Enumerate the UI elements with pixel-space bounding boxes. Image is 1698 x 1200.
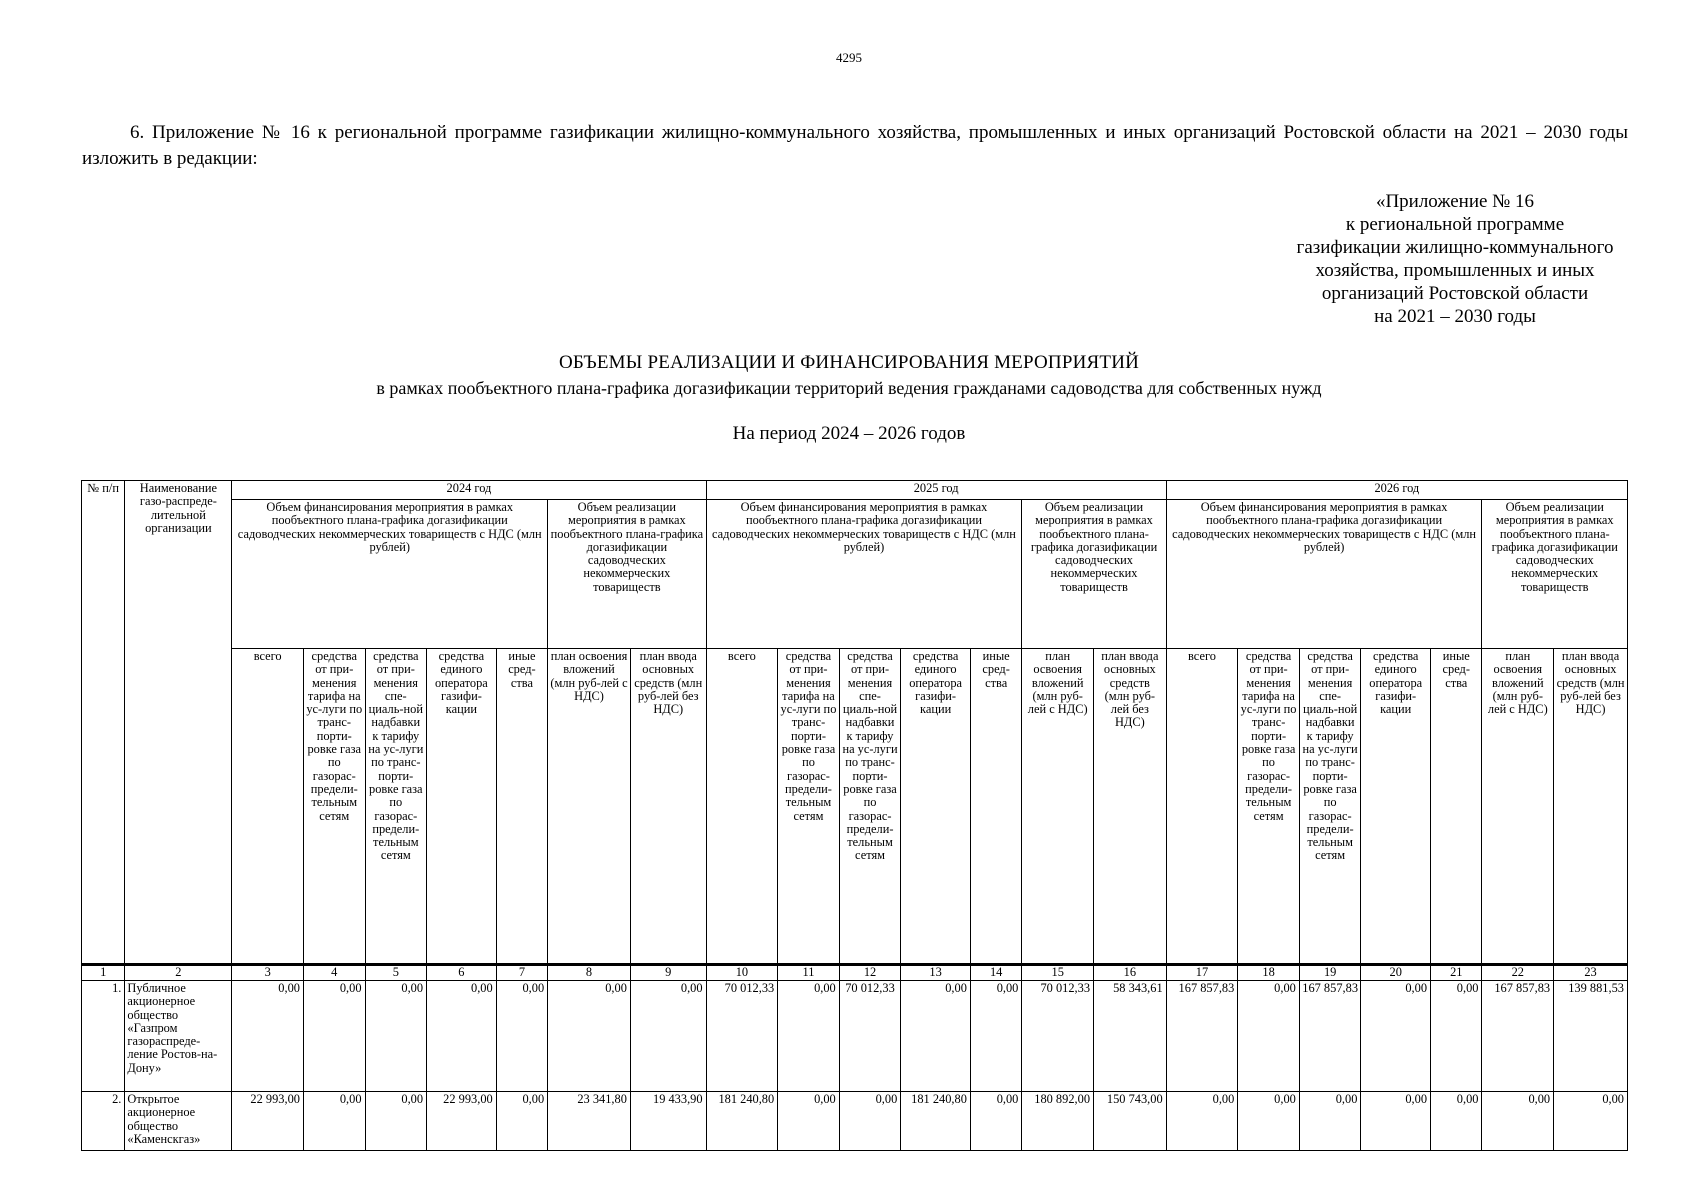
header-year-2024: 2024 год	[232, 481, 706, 500]
column-number: 12	[839, 965, 901, 981]
column-number: 4	[303, 965, 365, 981]
header-finance-2026: Объем финансирования мероприятия в рамках пообъектного плана-графика догазификации садоводческих некоммерческих товариществ с НДС (млн рублей)	[1166, 500, 1482, 649]
header-year-2025: 2025 год	[706, 481, 1166, 500]
cell-value: 0,00	[1431, 1092, 1482, 1151]
column-number: 3	[232, 965, 304, 981]
header-realization-2025: Объем реализации мероприятия в рамках пообъектного плана-графика догазификации садоводческих некоммерческих товариществ	[1022, 500, 1166, 649]
financing-table	[81, 480, 1628, 1151]
column-number: 1	[82, 965, 125, 981]
cell-value: 0,00	[303, 1092, 365, 1151]
table-row	[82, 1092, 1628, 1151]
header-plan-assets: план ввода основных средств (млн руб-лей без НДС)	[1554, 649, 1628, 965]
cell-value: 0,00	[232, 981, 304, 1092]
header-plan-invest: план освоения вложений (млн руб-лей с НДС)	[1022, 649, 1094, 965]
cell-value: 0,00	[1361, 981, 1431, 1092]
header-other: иные сред-ства	[970, 649, 1021, 965]
cell-value: 22 993,00	[232, 1092, 304, 1151]
header-realization-2026: Объем реализации мероприятия в рамках пообъектного плана-графика догазификации садоводческих некоммерческих товариществ	[1482, 500, 1628, 649]
header-operator: средства единого оператора газифи-кации	[901, 649, 971, 965]
cell-value: 19 433,90	[630, 1092, 706, 1151]
appendix-line: «Приложение № 16	[1375, 191, 1535, 212]
header-realization-2024: Объем реализации мероприятия в рамках пообъектного плана-графика догазификации садоводческих некоммерческих товариществ	[548, 500, 706, 649]
cell-value: 58 343,61	[1094, 981, 1167, 1092]
column-number: 19	[1299, 965, 1361, 981]
header-tariff: средства от при-менения тарифа на ус-луги по транс-порти-ровке газа по газорас-предели-тельным сетям	[778, 649, 840, 965]
cell-value: 0,00	[548, 981, 631, 1092]
cell-value: 70 012,33	[839, 981, 901, 1092]
cell-value: 139 881,53	[1554, 981, 1628, 1092]
column-number: 17	[1166, 965, 1238, 981]
cell-value: 0,00	[839, 1092, 901, 1151]
cell-value: 0,00	[1361, 1092, 1431, 1151]
row-organization: Публичное акционерное общество «Газпром газораспреде-ление Ростов-на-Дону»	[125, 981, 232, 1092]
header-tariff: средства от при-менения тарифа на ус-луги по транс-порти-ровке газа по газорас-предели-тельным сетям	[1238, 649, 1300, 965]
cell-value: 0,00	[1431, 981, 1482, 1092]
page-number: 4295	[836, 50, 862, 65]
header-operator: средства единого оператора газифи-кации	[1361, 649, 1431, 965]
header-markup: средства от при-менения спе-циаль-ной надбавки к тарифу на ус-луги по транс-порти-ровке газа по газорас-предели-тельным сетям	[839, 649, 901, 965]
cell-value: 0,00	[303, 981, 365, 1092]
cell-value: 0,00	[970, 981, 1021, 1092]
row-organization: Открытое акционерное общество «Каменскгаз»	[125, 1092, 232, 1151]
cell-value: 0,00	[778, 1092, 840, 1151]
header-total: всего	[232, 649, 304, 965]
cell-value: 167 857,83	[1482, 981, 1554, 1092]
cell-value: 0,00	[1238, 981, 1300, 1092]
appendix-line: на 2021 – 2030 годы	[1374, 306, 1536, 327]
appendix-line: организаций Ростовской области	[1321, 283, 1589, 304]
cell-value: 0,00	[970, 1092, 1021, 1151]
cell-value: 70 012,33	[1022, 981, 1094, 1092]
column-number: 14	[970, 965, 1021, 981]
header-plan-assets: план ввода основных средств (млн руб-лей без НДС)	[630, 649, 706, 965]
header-year-2026: 2026 год	[1166, 481, 1627, 500]
header-finance-2024: Объем финансирования мероприятия в рамках пообъектного плана-графика догазификации садоводческих некоммерческих товариществ с НДС (млн рублей)	[232, 500, 548, 649]
column-number: 5	[365, 965, 427, 981]
column-number: 2	[125, 965, 232, 981]
column-number-row	[82, 965, 1628, 981]
column-number: 6	[427, 965, 497, 981]
column-number: 21	[1431, 965, 1482, 981]
intro-paragraph: 6. Приложение № 16 к региональной программе газификации жилищно-коммунального хозяйства, промышленных и иных организаций Ростовской области на 2021 – 2030 годы изложить в редакции:	[82, 122, 1628, 169]
cell-value: 181 240,80	[706, 1092, 778, 1151]
cell-value: 70 012,33	[706, 981, 778, 1092]
cell-value: 0,00	[901, 981, 971, 1092]
cell-value: 0,00	[496, 981, 547, 1092]
column-number: 7	[496, 965, 547, 981]
header-total: всего	[706, 649, 778, 965]
document-subtitle: в рамках пообъектного плана-графика догазификации территорий ведения гражданами садоводства для собственных нужд	[376, 378, 1322, 398]
cell-value: 0,00	[1166, 1092, 1238, 1151]
header-no: № п/п	[82, 481, 125, 965]
column-number: 9	[630, 965, 706, 981]
cell-value: 23 341,80	[548, 1092, 631, 1151]
cell-value: 181 240,80	[901, 1092, 971, 1151]
cell-value: 0,00	[1482, 1092, 1554, 1151]
appendix-line: газификации жилищно-коммунального	[1296, 237, 1614, 258]
cell-value: 0,00	[427, 981, 497, 1092]
column-number: 11	[778, 965, 840, 981]
table-row	[82, 981, 1628, 1092]
cell-value: 167 857,83	[1166, 981, 1238, 1092]
cell-value: 0,00	[630, 981, 706, 1092]
header-tariff: средства от при-менения тарифа на ус-луги по транс-порти-ровке газа по газорас-предели-тельным сетям	[303, 649, 365, 965]
column-number: 23	[1554, 965, 1628, 981]
header-total: всего	[1166, 649, 1238, 965]
column-number: 10	[706, 965, 778, 981]
appendix-line: к региональной программе	[1345, 214, 1565, 235]
column-number: 13	[901, 965, 971, 981]
column-number: 20	[1361, 965, 1431, 981]
cell-value: 0,00	[1554, 1092, 1628, 1151]
header-other: иные сред-ства	[496, 649, 547, 965]
cell-value: 0,00	[778, 981, 840, 1092]
header-plan-invest: план освоения вложений (млн руб-лей с НДС)	[1482, 649, 1554, 965]
cell-value: 0,00	[1238, 1092, 1300, 1151]
row-number: 2.	[82, 1092, 125, 1151]
column-number: 18	[1238, 965, 1300, 981]
column-number: 8	[548, 965, 631, 981]
column-number: 16	[1094, 965, 1167, 981]
appendix-line: хозяйства, промышленных и иных	[1315, 260, 1595, 281]
cell-value: 0,00	[365, 981, 427, 1092]
cell-value: 22 993,00	[427, 1092, 497, 1151]
header-operator: средства единого оператора газифи-кации	[427, 649, 497, 965]
header-organization: Наименование газо-распреде-лительной организации	[125, 481, 232, 965]
cell-value: 0,00	[1299, 1092, 1361, 1151]
header-markup: средства от при-менения спе-циаль-ной надбавки к тарифу на ус-луги по транс-порти-ровке газа по газорас-предели-тельным сетям	[1299, 649, 1361, 965]
header-markup: средства от при-менения спе-циаль-ной надбавки к тарифу на ус-луги по транс-порти-ровке газа по газорас-предели-тельным сетям	[365, 649, 427, 965]
appendix-header	[1270, 190, 1640, 328]
cell-value: 150 743,00	[1094, 1092, 1167, 1151]
header-plan-invest: план освоения вложений (млн руб-лей с НДС)	[548, 649, 631, 965]
header-plan-assets: план ввода основных средств (млн руб-лей без НДС)	[1094, 649, 1167, 965]
period-label: На период 2024 – 2026 годов	[732, 423, 966, 444]
cell-value: 0,00	[496, 1092, 547, 1151]
cell-value: 167 857,83	[1299, 981, 1361, 1092]
cell-value: 0,00	[365, 1092, 427, 1151]
row-number: 1.	[82, 981, 125, 1092]
header-finance-2025: Объем финансирования мероприятия в рамках пообъектного плана-графика догазификации садоводческих некоммерческих товариществ с НДС (млн рублей)	[706, 500, 1022, 649]
document-title: ОБЪЕМЫ РЕАЛИЗАЦИИ И ФИНАНСИРОВАНИЯ МЕРОПРИЯТИЙ	[558, 352, 1140, 373]
column-number: 15	[1022, 965, 1094, 981]
cell-value: 180 892,00	[1022, 1092, 1094, 1151]
column-number: 22	[1482, 965, 1554, 981]
header-other: иные сред-ства	[1431, 649, 1482, 965]
